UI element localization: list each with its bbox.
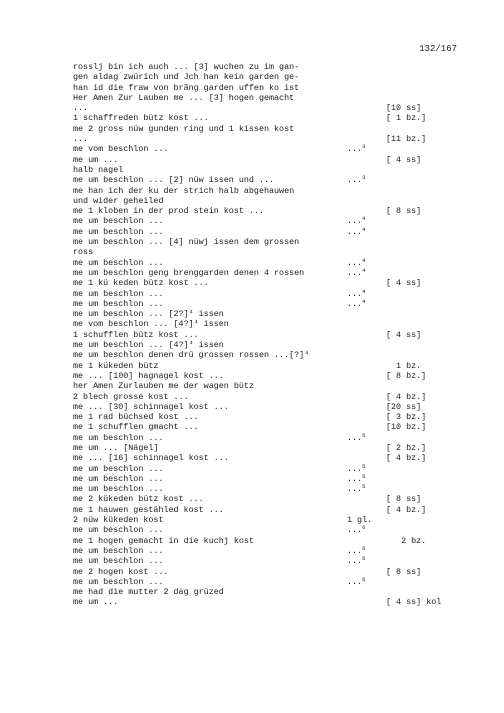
line-mid-note [347,433,365,443]
line-text: me um ... [73,597,119,608]
line-text: me um ... [73,154,119,165]
line-text: me um beschlon ... [73,525,164,536]
line-text: me um beschlon ... [73,257,164,268]
ledger-line [73,299,468,309]
line-mid-note [347,144,365,154]
ledger-line [73,484,468,494]
ledger-line [73,536,468,546]
line-amount: [ 8 ss] [386,566,422,577]
ledger-line [73,577,468,587]
line-mid-note [347,515,372,525]
line-amount: [ 1 bz.] [386,113,427,124]
line-text: me um beschlon denen drü grossen rossen ...[?]⁴ [73,350,310,361]
ledger-line [73,216,468,226]
line-text: me um beschlon ... [73,473,164,484]
ledger-line [73,62,468,72]
line-text: me um beschlon ... [73,545,164,556]
ledger-line [73,155,468,165]
ledger-line [73,227,468,237]
footnote-marker: 4 [362,225,366,233]
line-amount: [ 4 ss] [386,278,422,289]
line-amount: [10 bz.] [386,422,427,433]
line-text: me 2 hogen kost ... [73,566,169,577]
line-amount: [ 4 ss] [386,329,422,340]
ledger-line [73,464,468,474]
ledger-line [73,422,468,432]
footnote-marker: 4 [362,266,366,274]
line-text: rosslj bin ich auch ... [3] wuchen zu im gan- [73,62,300,72]
ledger-line [73,402,468,412]
footnote-marker: 5 [362,483,366,491]
line-amount: [11 bz.] [386,134,427,145]
line-amount: [20 ss] [386,401,422,412]
footnote-marker: 6 [362,575,366,583]
ledger-line [73,340,468,350]
mid-note-text: ... [347,288,363,299]
ledger-line [73,103,468,113]
line-amount: [ 3 bz.] [386,412,427,423]
mid-note-text: ... [347,556,363,567]
ledger-line [73,494,468,504]
line-text: me 2 gross nüw gunden ring und 1 kissen kost [73,123,295,134]
ledger-line [73,546,468,556]
line-amount: [ 4 ss] [386,154,422,165]
mid-note-text: ... [347,484,363,495]
line-text: me ... [16] schinnagel kost ... [73,453,229,464]
footnote-marker: 5 [362,431,366,439]
line-mid-note [347,577,365,587]
ledger-line [73,381,468,391]
line-text: me um beschlon ... [4?]⁴ issen [73,340,224,351]
footnote-marker: 5 [362,462,366,470]
ledger-line [73,196,468,206]
line-text: und wider geheiled [73,195,164,206]
ledger-line [73,175,468,185]
line-text: me um ... [Nägel] [73,442,159,453]
ledger-line [73,206,468,216]
line-text: 2 nüw kükeden kost [73,515,164,526]
footnote-marker: 3 [362,143,366,151]
mid-note-text: ... [347,525,363,536]
line-text: han id die fraw von brãng garden uffen ko ist [73,82,300,93]
line-text: me 1 kükeden bütz [73,360,159,371]
ledger-line [73,453,468,463]
mid-note-text: ... [347,267,363,278]
line-amount: [ 2 bz.] [386,442,427,453]
line-text: me um beschlon ... [73,463,164,474]
ledger-line [73,330,468,340]
line-text: me um beschlon ... [73,226,164,237]
line-text: me um beschlon ... [73,556,164,567]
footnote-marker: 6 [362,524,366,532]
line-text: me ... [30] schinnagel kost ... [73,401,229,412]
footnote-marker: 4 [362,287,366,295]
line-text: me um beschlon ... [2] nüw issen und ... [73,175,275,186]
line-amount: [ 8 bz.] [386,370,427,381]
line-mid-note [347,525,365,535]
mid-note-text: ... [347,463,363,474]
ledger-line [73,237,468,247]
line-text: 2 blech grosse kost ... [73,391,189,402]
ledger-line [73,597,468,607]
line-text: me um beschlon ... [2?]⁴ issen [73,309,224,320]
mid-note-text: ... [347,473,363,484]
line-text: me han ich der ku der strich halb abgehauwen [73,185,295,196]
mid-note-text: ... [347,545,363,556]
line-amount: 2 bz. [386,535,427,546]
mid-note-text: ... [347,432,363,443]
line-text: me 1 hogen gemacht in die kuchj kost [73,535,254,546]
ledger-line [73,587,468,597]
line-text: ross [73,247,94,258]
page-number: 132/167 [419,44,457,54]
line-text: me vom beschlon ... [4?]⁴ issen [73,319,229,330]
ledger-line [73,392,468,402]
line-text: me vom beschlon ... [73,144,169,155]
line-amount: [10 ss] [386,103,422,114]
line-amount: [ 8 ss] [386,494,422,505]
mid-note-text: ... [347,144,363,155]
ledger-line [73,443,468,453]
line-amount: [ 4 bz.] [386,391,427,402]
line-amount: 1 bz. [386,360,422,371]
line-text: me um beschlon ... [4] nüwj issen dem grossen [73,237,300,248]
footnote-marker: 3 [362,174,366,182]
line-mid-note [347,484,365,494]
line-text: 1 schufflen bütz kost ... [73,329,199,340]
ledger-line [73,93,468,103]
ledger-line [73,350,468,360]
line-text: me um beschlon ... [73,288,164,299]
ledger-lines [73,62,468,608]
line-text: me um beschlon ... [73,576,164,587]
line-text: Her Amen Zur Lauben me ... [3] hogen gemacht [73,92,295,103]
mid-note-text: ... [347,226,363,237]
ledger-line [73,186,468,196]
ledger-line [73,319,468,329]
footnote-marker: 6 [362,544,366,552]
ledger-line [73,258,468,268]
line-text: gen aldag zwürich und Jch han kein garden ge- [73,72,300,83]
ledger-line [73,309,468,319]
line-text: ... [73,134,89,145]
ledger-line [73,134,468,144]
ledger-line [73,72,468,82]
line-mid-note [347,299,365,309]
mid-note-text: ... [347,257,363,268]
ledger-line [73,412,468,422]
line-text: me ... [100] hagnagel kost ... [73,370,224,381]
ledger-line [73,83,468,93]
footnote-marker: 4 [362,215,366,223]
ledger-line [73,505,468,515]
mid-note-text: ... [347,298,363,309]
ledger-line [73,124,468,134]
ledger-line [73,567,468,577]
ledger-line [73,289,468,299]
line-text: me 2 kükeden bütz kost ... [73,494,204,505]
line-text: me um beschlon geng brenggarden denen 4 rossen [73,267,305,278]
line-mid-note [347,175,365,185]
ledger-line [73,247,468,257]
mid-note-text: 1 gl. [347,515,373,526]
ledger-line [73,144,468,154]
line-amount: [ 4 bz.] [386,453,427,464]
footnote-marker: 4 [362,256,366,264]
ledger-line [73,474,468,484]
line-text: me um beschlon ... [73,432,164,443]
ledger-line [73,113,468,123]
mid-note-text: ... [347,216,363,227]
line-text: me 1 rad büchsed kost ... [73,412,199,423]
line-amount: [ 8 ss] [386,206,422,217]
line-text: me 1 hauwen gestähled kost ... [73,504,224,515]
ledger-line [73,278,468,288]
line-text: me 1 kloben in der prod stein kost ... [73,206,264,217]
line-text: halb nagel [73,164,124,175]
ledger-line [73,268,468,278]
mid-note-text: ... [347,576,363,587]
line-text: me had die mutter 2 dag grüzed [73,587,224,598]
line-text: me 1 kü keden bütz kost ... [73,278,209,289]
line-text: 1 schaffreden bütz kost ... [73,113,209,124]
line-text: me 1 schufflen gmacht ... [73,422,199,433]
line-text: me um beschlon ... [73,484,164,495]
ledger-line [73,361,468,371]
ledger-line [73,371,468,381]
line-amount: [ 4 bz.] [386,504,427,515]
ledger-line [73,433,468,443]
line-amount: [ 4 ss] kol [386,597,442,608]
line-text: me um beschlon ... [73,298,164,309]
footnote-marker: 5 [362,472,366,480]
line-mid-note [347,268,365,278]
line-text: me um beschlon ... [73,216,164,227]
line-text: her Amen Zurlauben me der wagen bütz [73,381,254,392]
ledger-line [73,556,468,566]
footnote-marker: 6 [362,555,366,563]
ledger-line [73,515,468,525]
mid-note-text: ... [347,175,363,186]
line-mid-note [347,227,365,237]
footnote-marker: 4 [362,297,366,305]
line-mid-note [347,556,365,566]
ledger-line [73,525,468,535]
ledger-line [73,165,468,175]
line-text: ... [73,103,89,114]
